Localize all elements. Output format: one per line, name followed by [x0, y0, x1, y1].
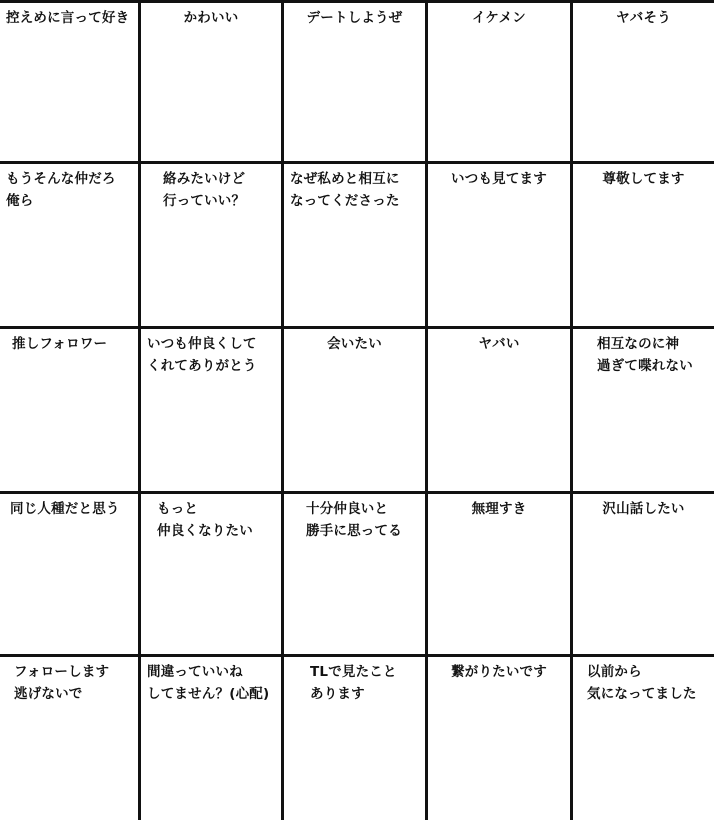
cell-label: フォローします 逃げないで: [14, 664, 110, 702]
grid-cell: [573, 329, 714, 494]
cell-label: 尊敬してます: [602, 171, 685, 187]
grid-cell: [141, 657, 284, 820]
grid-cell: [0, 3, 141, 164]
grid-cell: [284, 3, 428, 164]
cell-label: なぜ私めと相互に なってくださった: [290, 171, 400, 209]
grid-cell: [141, 494, 284, 657]
cell-label: もうそんな仲だろ 俺ら: [6, 171, 116, 209]
grid-cell: [0, 329, 141, 494]
grid-cell: [428, 494, 573, 657]
grid-cell: [141, 329, 284, 494]
grid-cell: [0, 164, 141, 329]
cell-label: 絡みたいけど 行っていい？: [163, 171, 246, 209]
cell-label: かわいい: [183, 10, 239, 26]
grid-cell: [141, 164, 284, 329]
grid-cell: [428, 657, 573, 820]
cell-label: TLで見たこと あります: [310, 664, 397, 702]
grid-cell: [0, 494, 141, 657]
grid-cell: [428, 3, 573, 164]
grid-cell: [573, 164, 714, 329]
grid-cell: [573, 657, 714, 820]
grid-cell: [0, 657, 141, 820]
cell-label: 推しフォロワー: [12, 336, 108, 352]
cell-label: 無理すき: [471, 501, 527, 517]
cell-label: 十分仲良いと 勝手に思ってる: [306, 501, 402, 539]
cell-label: イケメン: [472, 10, 526, 26]
grid-cell: [573, 3, 714, 164]
cell-label: デートしようぜ: [306, 10, 403, 26]
cell-label: もっと 仲良くなりたい: [157, 501, 253, 539]
grid-cell: [284, 164, 428, 329]
grid-cell: [284, 657, 428, 820]
cell-label: いつも仲良くして くれてありがとう: [147, 336, 257, 374]
cell-label: 間違っていいね してません？(心配): [147, 664, 270, 702]
grid-cell: [284, 329, 428, 494]
cell-label: 繋がりたいです: [451, 664, 547, 680]
grid-cell: [428, 329, 573, 494]
cell-label: いつも見てます: [451, 171, 547, 187]
cell-label: 同じ人種だと思う: [10, 501, 120, 517]
grid-cell: [573, 494, 714, 657]
cell-label: 控えめに言って好き: [6, 10, 130, 26]
cell-label: 相互なのに神 過ぎて喋れない: [597, 336, 693, 374]
grid-cell: [428, 164, 573, 329]
cell-label: 以前から 気になってました: [587, 664, 697, 702]
cell-label: 沢山話したい: [602, 501, 685, 517]
grid-cell: [141, 3, 284, 164]
cell-label: 会いたい: [327, 336, 382, 352]
grid-cell: [284, 494, 428, 657]
cell-label: ヤバい: [478, 336, 520, 352]
cell-label: ヤバそう: [616, 10, 671, 26]
